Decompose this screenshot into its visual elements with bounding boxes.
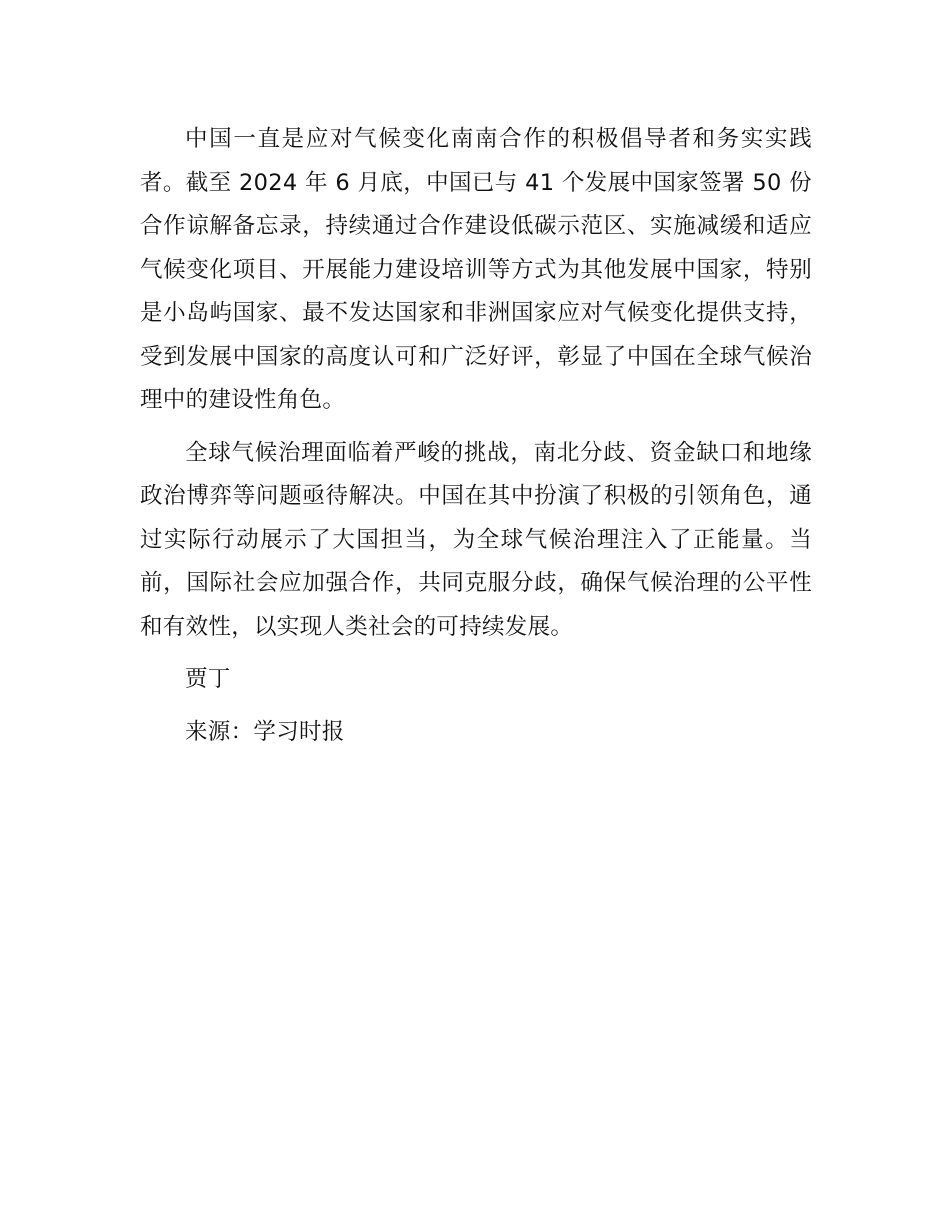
paragraph: 全球气候治理面临着严峻的挑战，南北分歧、资金缺口和地缘政治博弈等问题亟待解决。中国在其中扮演了积极的引领角色，通过实际行动展示了大国担当，为全球气候治理注入了正能量。当前，国际社会应加强合作，共同克服分歧，确保气候治理的公平性和有效性，以实现人类社会的可持续发展。 xyxy=(140,439,812,640)
author-line: 贾丁 xyxy=(185,666,231,692)
source-line: 来源：学习时报 xyxy=(185,718,345,745)
document-body xyxy=(140,118,812,763)
paragraph: 中国一直是应对气候变化南南合作的积极倡导者和务实实践者。截至 2024 年 6 月底，中国已与 41 个发展中国家签署 50 份合作谅解备忘录，持续通过合作建设低碳示范区、实施减缓和适应气候变化项目、开展能力建设培训等方式为其他发展中国家，特别是小岛屿国家、最不发达国家和非洲国家应对气候变化提供支持，受到发展中国家的高度认可和广泛好评，彰显了中国在全球气候治理中的建设性角色。 xyxy=(140,126,812,413)
